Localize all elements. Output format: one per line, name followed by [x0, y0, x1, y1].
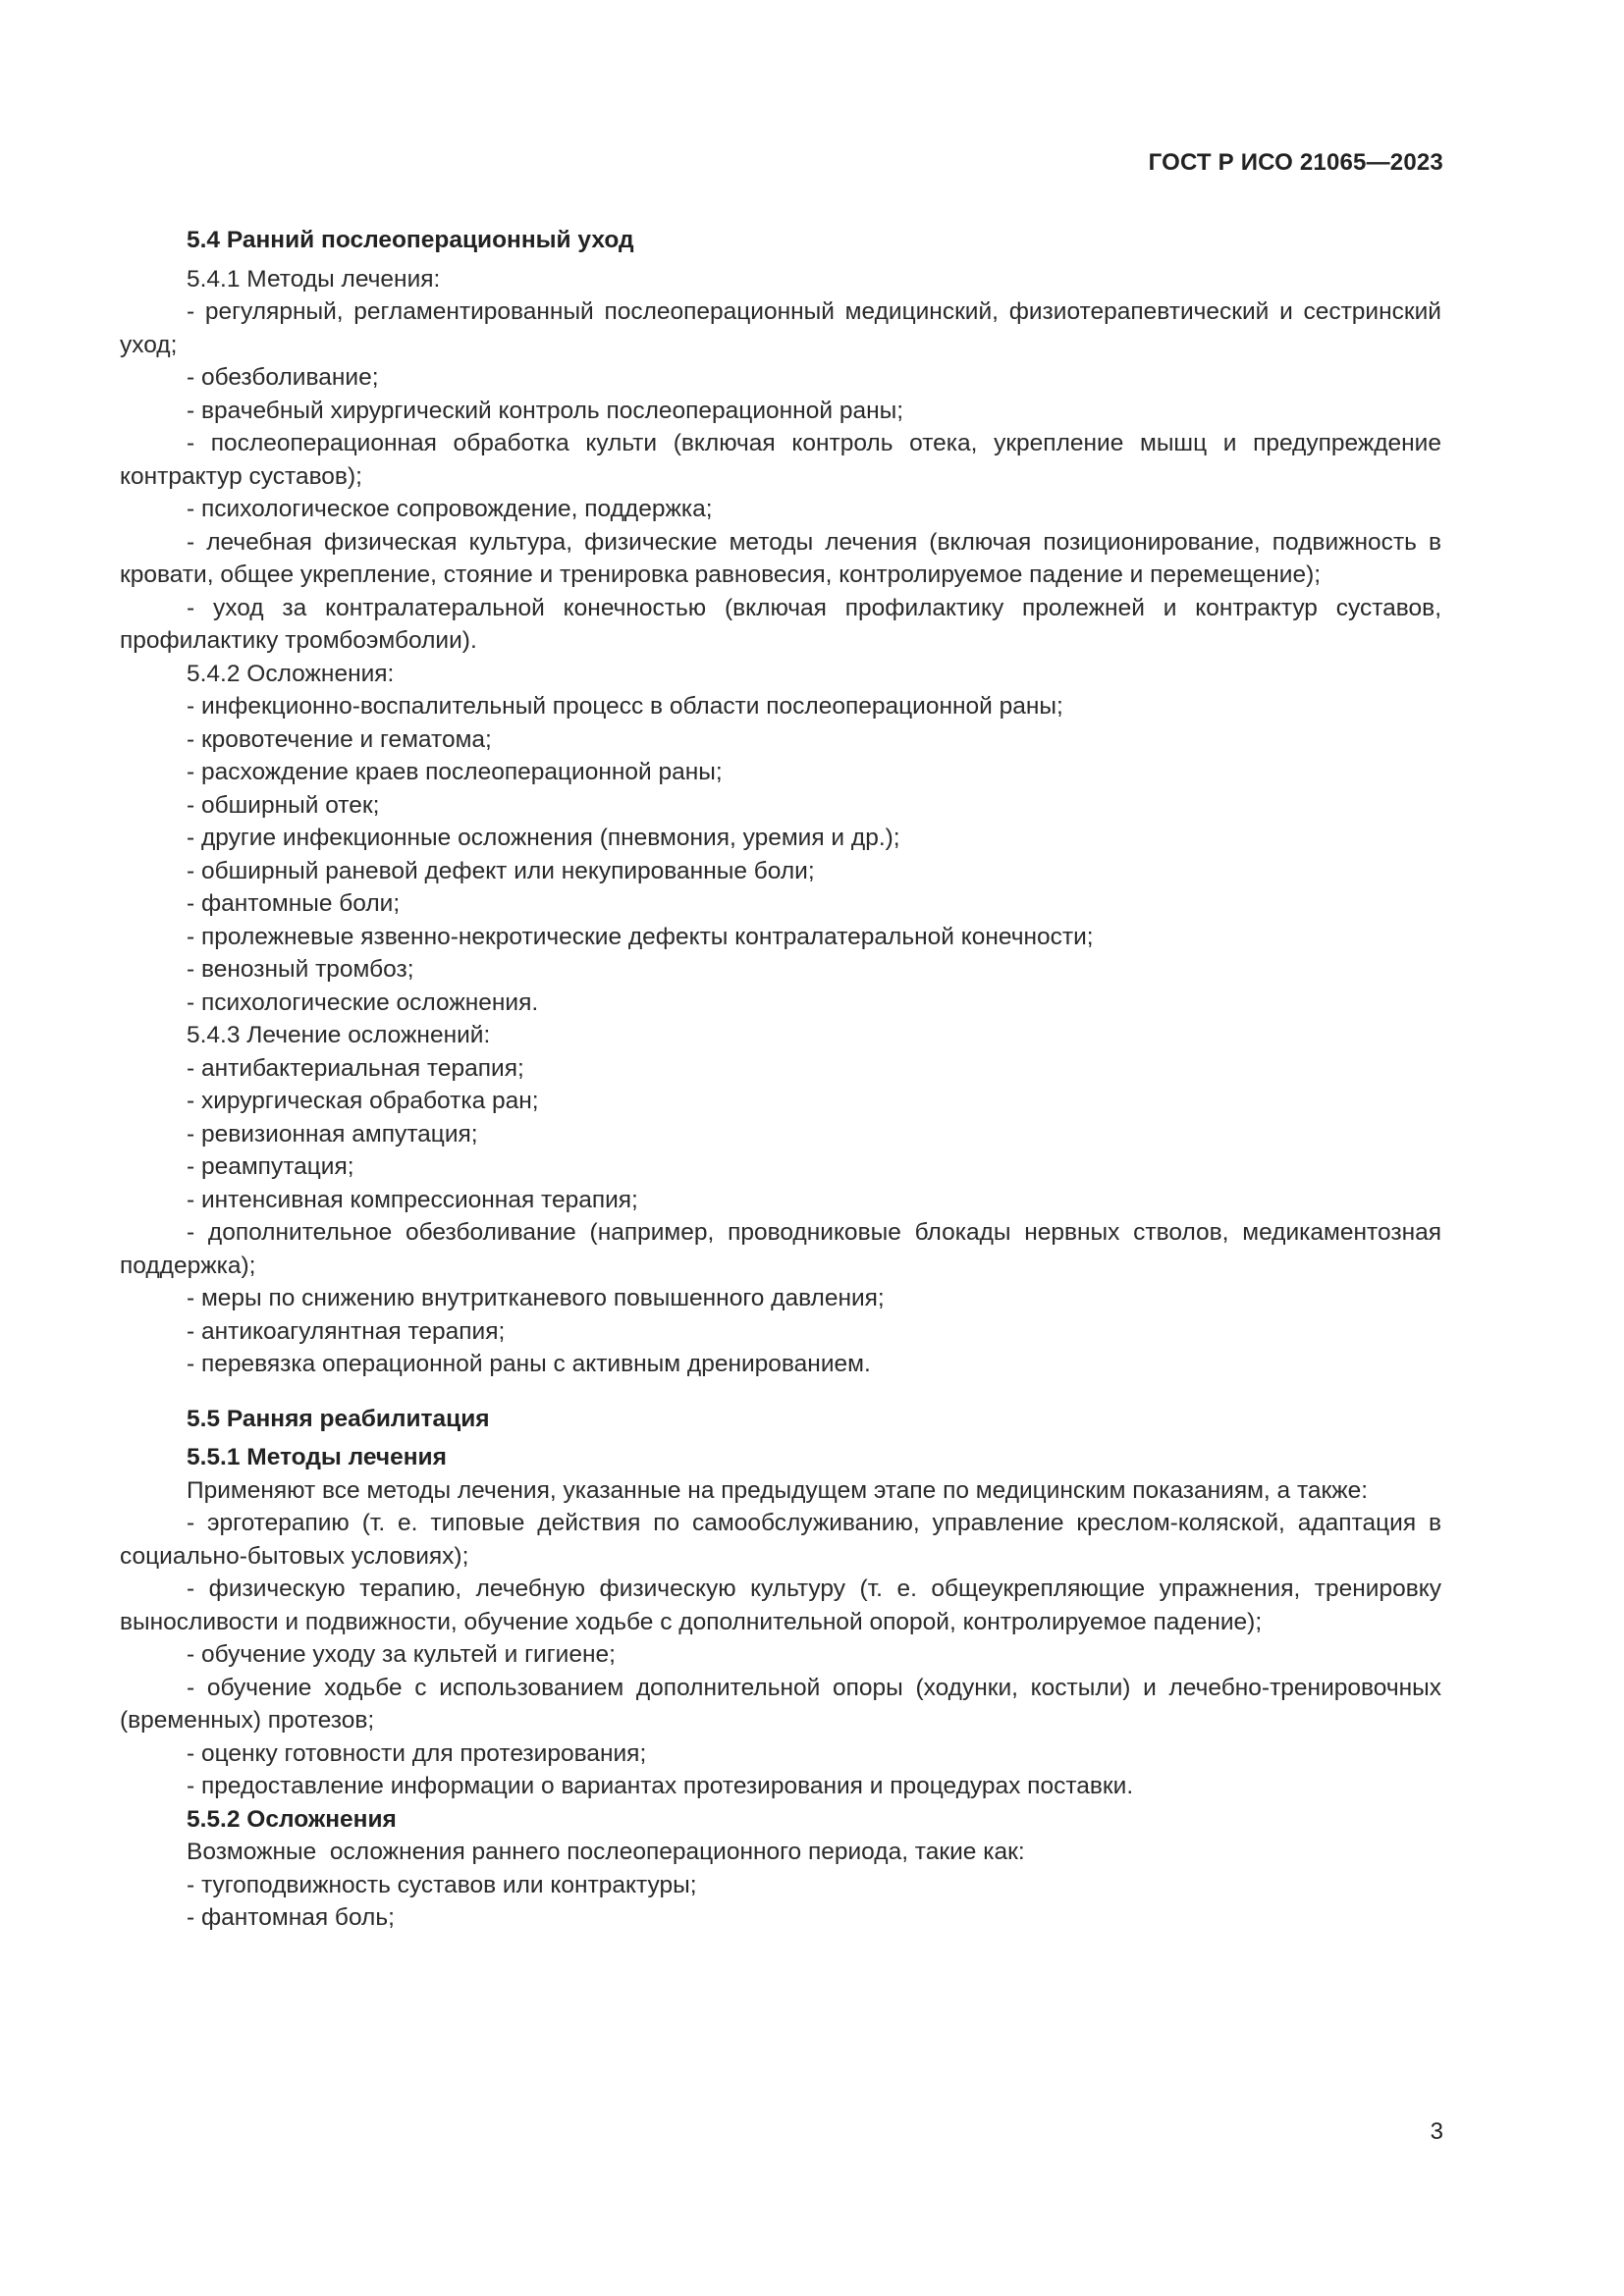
list-item: - психологические осложнения. — [187, 988, 539, 1016]
list-item: - венозный тромбоз; — [187, 956, 414, 983]
list-item: - обширный отек; — [187, 791, 380, 819]
paragraph: Применяют все методы лечения, указанные на предыдущем этапе по медицинским показаниям, а также: — [187, 1476, 1369, 1504]
section-heading-5-4: 5.4 Ранний послеоперационный уход — [187, 227, 634, 253]
list-item: - лечебная физическая культура, физические методы лечения (включая позиционирование, подвижность в кровати, общее укрепление, стояние и тренировка равновесия, контролируемое падение и перемещение); — [120, 528, 1441, 588]
list-item: - ревизионная ампутация; — [187, 1120, 478, 1148]
list-item: - фантомная боль; — [187, 1904, 395, 1931]
list-item: - послеоперационная обработка культи (включая контроль отека, укрепление мышц и предупреждение контрактур суставов); — [120, 430, 1441, 490]
list-item: - регулярный, регламентированный послеоперационный медицинский, физиотерапевтический и сестринский уход; — [120, 298, 1441, 358]
document-number: ГОСТ Р ИСО 21065—2023 — [1148, 149, 1443, 176]
paragraph: Возможные осложнения раннего послеоперационного периода, такие как: — [187, 1839, 1025, 1865]
list-item: - антикоагулянтная терапия; — [187, 1317, 506, 1345]
list-item: - обезболивание; — [187, 364, 379, 391]
list-item: - обучение ходьбе с использованием дополнительной опоры (ходунки, костыли) и лечебно-тренировочных (временных) протезов; — [120, 1674, 1441, 1734]
subsection-heading-5-5-1: 5.5.1 Методы лечения — [187, 1444, 447, 1470]
list-item: - антибактериальная терапия; — [187, 1054, 524, 1082]
list-item: - перевязка операционной раны с активным дренированием. — [187, 1351, 871, 1377]
list-item: - уход за контралатеральной конечностью (включая профилактику пролежней и контрактур суставов, профилактику тромбоэмболии). — [120, 594, 1441, 654]
page-body — [120, 224, 1441, 1935]
list-item: - обширный раневой дефект или некупированные боли; — [187, 857, 815, 884]
list-item: - предоставление информации о вариантах протезирования и процедурах поставки. — [187, 1773, 1134, 1799]
list-item: - тугоподвижность суставов или контрактуры; — [187, 1871, 697, 1898]
list-item: - эрготерапию (т. е. типовые действия по самообслуживанию, управление креслом-коляской, адаптация в социально-бытовых условиях); — [120, 1510, 1441, 1570]
subsection-heading-5-5-2: 5.5.2 Осложнения — [187, 1805, 397, 1833]
list-item: - оценку готовности для протезирования; — [187, 1739, 647, 1767]
list-item: - дополнительное обезболивание (например, проводниковые блокады нервных стволов, медикаментозная поддержка); — [120, 1219, 1441, 1279]
list-item: - меры по снижению внутритканевого повышенного давления; — [187, 1285, 885, 1311]
list-item: - пролежневые язвенно-некротические дефекты контралатеральной конечности; — [187, 923, 1094, 950]
list-item: - физическую терапию, лечебную физическую культуру (т. е. общеукрепляющие упражнения, тренировку выносливости и подвижности, обучение ходьбе с дополнительной опорой, контролируемое падение); — [120, 1575, 1441, 1635]
subsection-heading-5-4-2: 5.4.2 Осложнения: — [187, 660, 395, 687]
section-heading-5-5: 5.5 Ранняя реабилитация — [187, 1405, 490, 1432]
list-item: - фантомные боли; — [187, 890, 401, 917]
subsection-heading-5-4-3: 5.4.3 Лечение осложнений: — [187, 1022, 491, 1048]
list-item: - психологическое сопровождение, поддержка; — [187, 496, 713, 522]
list-item: - реампутация; — [187, 1153, 354, 1180]
list-item: - расхождение краев послеоперационной раны; — [187, 759, 723, 785]
page-number: 3 — [1430, 2118, 1443, 2145]
list-item: - кровотечение и гематома; — [187, 725, 492, 753]
list-item: - инфекционно-воспалительный процесс в области послеоперационной раны; — [187, 693, 1063, 720]
list-item: - другие инфекционные осложнения (пневмония, уремия и др.); — [187, 825, 900, 851]
list-item: - хирургическая обработка ран; — [187, 1088, 539, 1114]
list-item: - врачебный хирургический контроль послеоперационной раны; — [187, 397, 904, 424]
list-item: - интенсивная компрессионная терапия; — [187, 1186, 638, 1213]
subsection-heading-5-4-1: 5.4.1 Методы лечения: — [187, 265, 441, 293]
list-item: - обучение уходу за культей и гигиене; — [187, 1641, 616, 1668]
